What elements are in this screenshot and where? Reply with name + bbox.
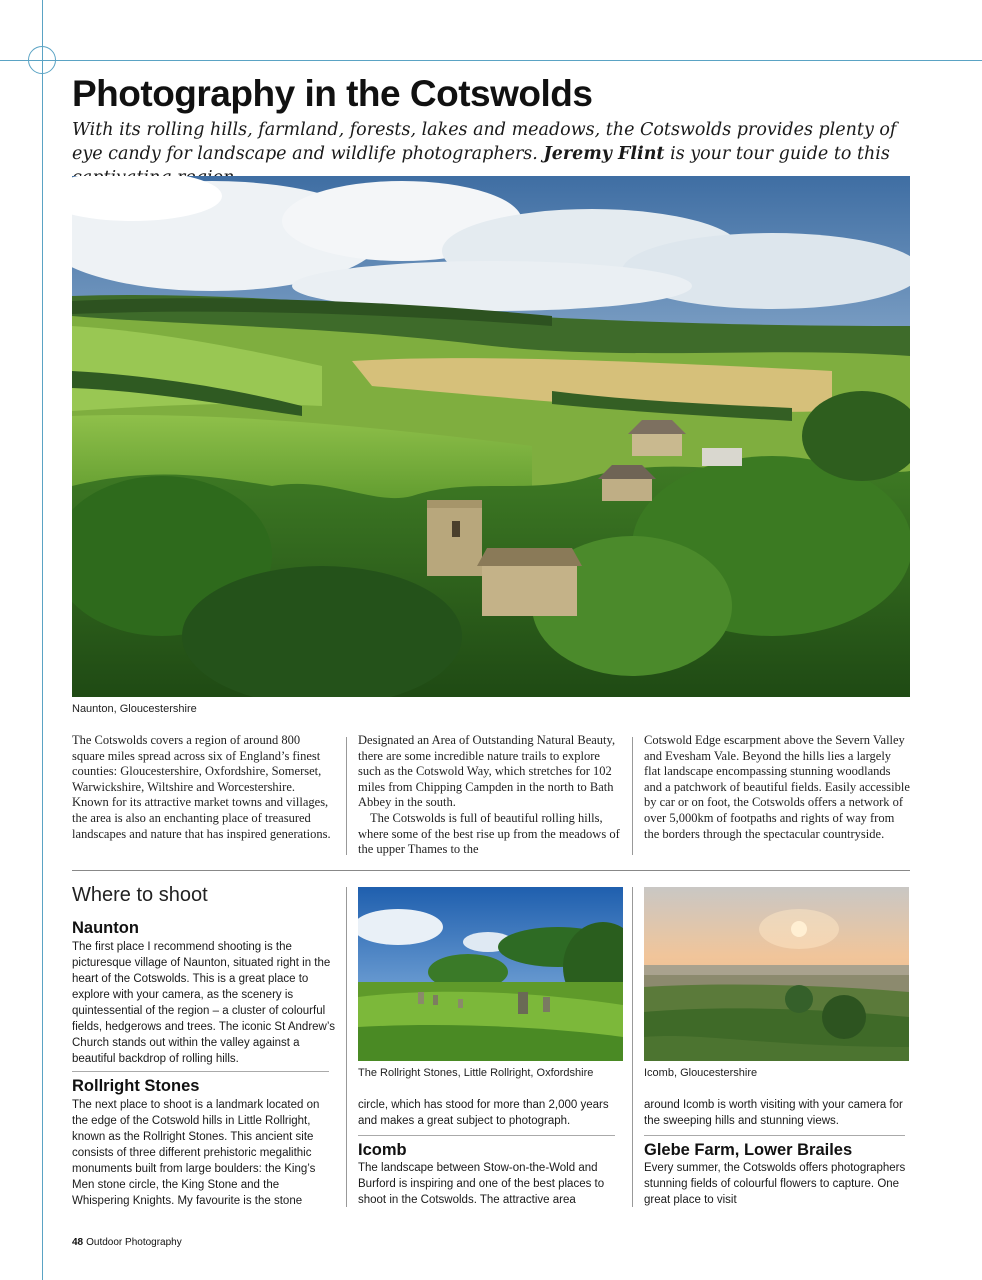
icomb-body <box>358 1160 624 1208</box>
photo-rollright-stones <box>358 887 623 1061</box>
icomb-continued-paragraph: around Icomb is worth visiting with your camera for the sweeping hills and stunning views. <box>644 1099 903 1127</box>
glebe-paragraph: Every summer, the Cotswolds offers photographers stunning fields of colourful flowers to capture. One great place to visit <box>644 1162 906 1206</box>
naunton-paragraph: The first place I recommend shooting is the picturesque village of Naunton, situated right in the heart of the Cotswolds. This is a great place to explore with your camera, as the scenery is quintessential of the region – a cluster of colourful fields, hedgerows and trees. The iconic St Andrew’s Church stands out within the valley against a beautiful backdrop of rolling hills. <box>72 941 335 1065</box>
column-divider <box>346 887 347 1207</box>
icomb-continued <box>644 1097 910 1129</box>
page-folio <box>72 1237 182 1248</box>
article-title: Photography in the Cotswolds <box>72 73 593 114</box>
hero-caption: Naunton, Gloucestershire <box>72 703 197 715</box>
section-rule <box>72 870 910 871</box>
subheading-rollright-stones: Rollright Stones <box>72 1077 200 1095</box>
column-divider <box>346 737 347 855</box>
rollright-continued <box>358 1097 624 1129</box>
subheading-naunton: Naunton <box>72 919 139 937</box>
magazine-name: Outdoor Photography <box>86 1237 182 1248</box>
rollright-body <box>72 1097 338 1209</box>
subheading-icomb: Icomb <box>358 1141 407 1159</box>
registration-horizontal-line <box>0 60 982 61</box>
intro-paragraph-2: Designated an Area of Outstanding Natural Beauty, there are some incredible nature trails to explore such as the Cotswold Way, which stretches for 102 miles from Chipping Campden in the north to Bath Abbey in the south. <box>358 733 616 810</box>
standfirst-lead: With its rolling hills, farmland, forests, lakes and meadows, the Cotswolds provides plenty of eye candy for landscape and wildlife photographers. <box>72 120 897 164</box>
rollright-paragraph: The next place to shoot is a landmark located on the edge of the Cotswold hills in Little Rollright, known as the Rollright Stones. This ancient site consists of three different prehistoric megalithic monuments built from large boulders: the King’s Men stone circle, the King Stone and the Whispering Knights. My favourite is the stone <box>72 1099 320 1207</box>
column-divider <box>632 887 633 1207</box>
page-number: 48 <box>72 1237 84 1248</box>
intro-column-1 <box>72 733 334 842</box>
column-divider <box>632 737 633 855</box>
hero-photo-naunton <box>72 176 910 697</box>
intro-paragraph-3: The Cotswolds is full of beautiful rolling hills, where some of the best rise up from the meadows of the upper Thames to the <box>358 810 620 857</box>
glebe-body <box>644 1160 910 1208</box>
intro-column-2 <box>358 733 624 858</box>
subsection-rule <box>72 1071 329 1072</box>
caption-rollright: The Rollright Stones, Little Rollright, Oxfordshire <box>358 1067 594 1079</box>
caption-icomb: Icomb, Gloucestershire <box>644 1067 758 1079</box>
icomb-paragraph: The landscape between Stow-on-the-Wold and Burford is inspiring and one of the best places to shoot in the Cotswolds. The attractive area <box>358 1162 605 1206</box>
naunton-body <box>72 939 336 1067</box>
author-name: Jeremy Flint <box>543 144 665 164</box>
rollright-continued-paragraph: circle, which has stood for more than 2,000 years and makes a great subject to photograph. <box>358 1099 609 1127</box>
intro-paragraph-4: Cotswold Edge escarpment above the Severn Valley and Evesham Vale. Beyond the hills lies a largely flat landscape encompassing stunning woodlands and a patchwork of beautiful fields. Easily accessible by car or on foot, the Cotswolds offers a network of over 5,000km of footpaths and rights of way from the borders through the spectacular countryside. <box>644 733 910 841</box>
subsection-rule <box>644 1135 905 1136</box>
section-heading-where-to-shoot: Where to shoot <box>72 884 208 906</box>
subsection-rule <box>358 1135 615 1136</box>
intro-paragraph-1: The Cotswolds covers a region of around 800 square miles spread across six of England’s finest counties: Gloucestershire, Oxfordshire, Somerset, Warwickshire, Wiltshire and Worcestershire. Known for its attractive market towns and villages, the area is also an enchanting place of treasured landscapes and nature that has inspired generations. <box>72 733 331 841</box>
subheading-glebe-farm: Glebe Farm, Lower Brailes <box>644 1141 853 1159</box>
intro-column-3 <box>644 733 910 842</box>
registration-vertical-line <box>42 0 43 1280</box>
registration-circle-mark <box>28 46 56 74</box>
photo-icomb <box>644 887 909 1061</box>
standfirst-tail: is your tour guide to this <box>670 144 890 164</box>
